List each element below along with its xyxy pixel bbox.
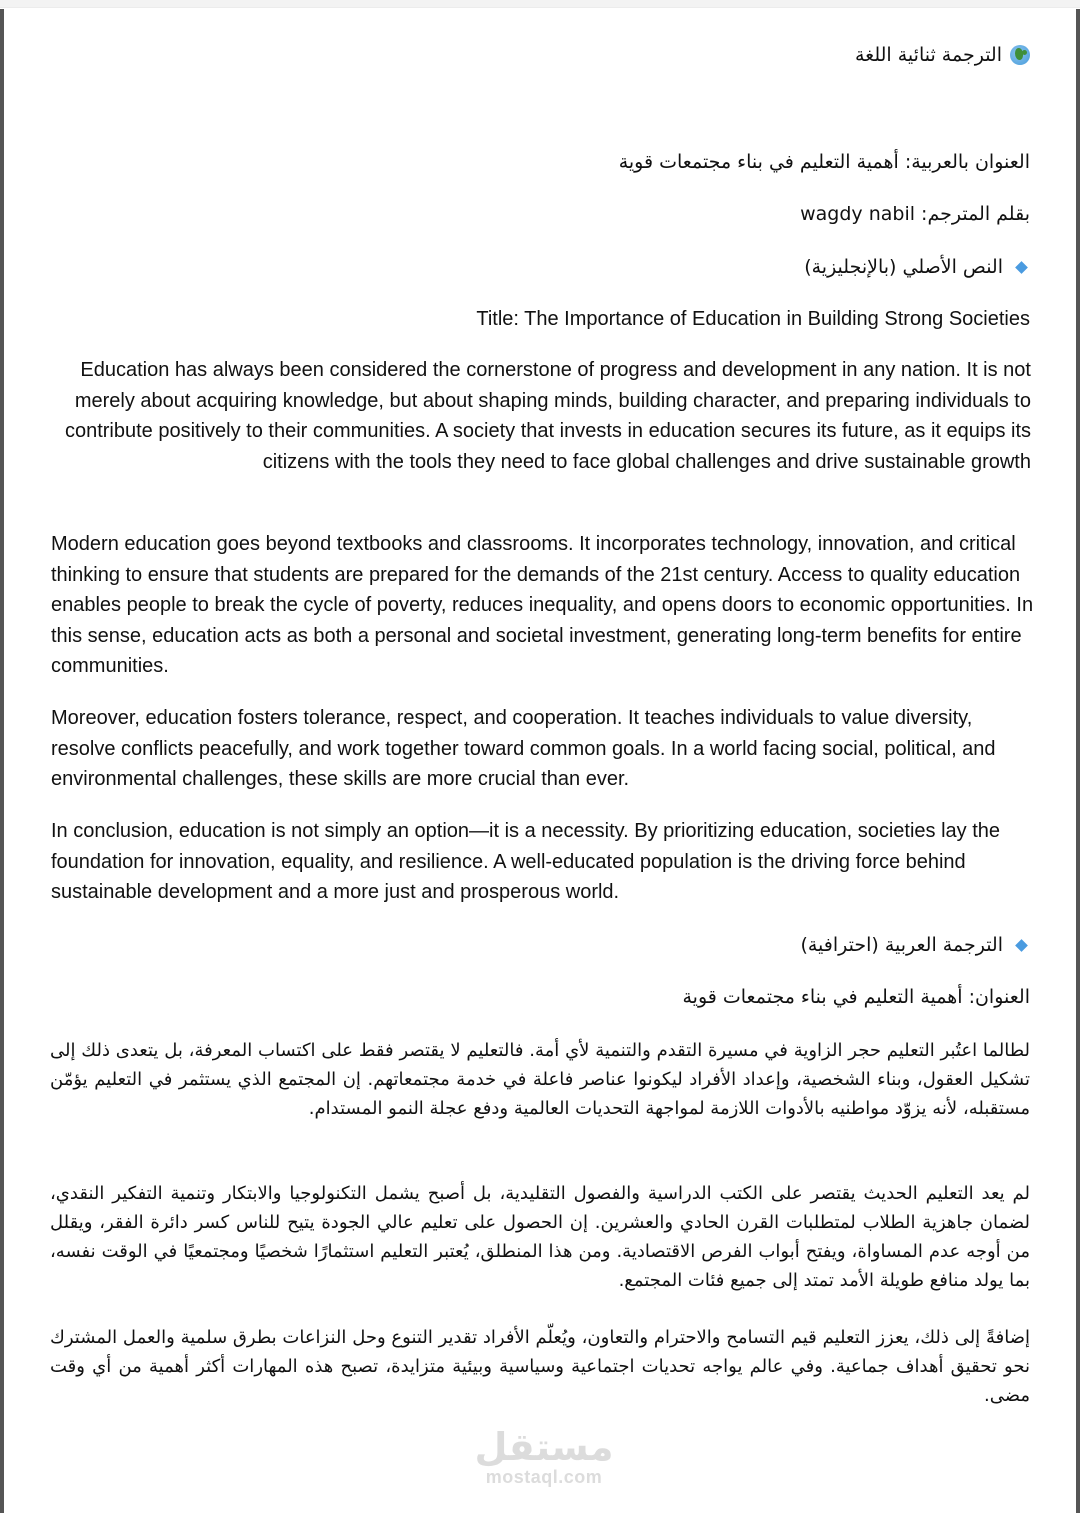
- document-header: [855, 41, 1030, 69]
- mostaql-watermark: [444, 1427, 644, 1487]
- watermark-arabic: مستقل: [474, 1425, 614, 1469]
- arabic-paragraph-1: لطالما اعتُبر التعليم حجر الزاوية في مسيرة التقدم والتنمية لأي أمة. فالتعليم لا يقتصر فقط على اكتساب المعرفة، بل يتعدى ذلك إلى تشكيل العقول، وبناء الشخصية، وإعداد الأفراد ليكونوا عناصر فاعلة في خدمة مجتمعاتهم. إن المجتمع الذي يستثمر في التعليم يؤمّن مستقبله، لأنه يزوّد مواطنيه بالأدوات اللازمة لمواجهة التحديات العالمية ودفع عجلة النمو المستدام.: [50, 1040, 1030, 1119]
- top-strip: [0, 0, 1080, 8]
- translator-line: [800, 200, 1030, 228]
- diamond-icon: [1015, 261, 1028, 274]
- watermark-latin: mostaql.com: [485, 1467, 603, 1487]
- arabic-paragraph-3: إضافةً إلى ذلك، يعزز التعليم قيم التسامح والاحترام والتعاون، ويُعلّم الأفراد تقدير التنوع وحل النزاعات بطرق سلمية والعمل المشترك نحو تحقيق أهداف جماعية. وفي عالم يواجه تحديات اجتماعية وسياسية وبيئية متزايدة، تصبح هذه المهارات أكثر أهمية من أي وقت مضى.: [50, 1327, 1030, 1406]
- header-title: الترجمة ثنائية اللغة: [854, 44, 1002, 66]
- english-paragraph-1: Education has always been considered the cornerstone of progress and development in any nation. It is not merely about acquiring knowledge, but about shaping minds, building character, and preparing individuals to contribute positively to their communities. A society that invests in education secures its future, as it equips its citizens with the tools they need to face global challenges and drive sustainable growth: [64, 359, 1031, 473]
- arabic-title-line: [619, 148, 1030, 176]
- arabic-paragraph-2: لم يعد التعليم الحديث يقتصر على الكتب الدراسية والفصول التقليدية، بل أصبح يشمل التكنولوجيا والابتكار وتنمية التفكير النقدي، لضمان جاهزية الطلاب لمتطلبات القرن الحادي والعشرين. إن الحصول على تعليم عالي الجودة يتيح للناس كسر دائرة الفقر، ويقلل من أوجه عدم المساواة، ويفتح أبواب الفرص الاقتصادية. ومن هذا المنطلق، يُعتبر التعليم استثمارًا شخصيًا ومجتمعيًا في الوقت نفسه، بما يولد منافع طويلة الأمد تمتد إلى جميع فئات المجتمع.: [50, 1183, 1030, 1291]
- english-paragraph-2: Modern education goes beyond textbooks and classrooms. It incorporates technology, innovation, and critical thinking to ensure that students are prepared for the demands of the 21st century. Access to quality education enables people to break the cycle of poverty, reduces inequality, and opens doors to economic opportunities. In this sense, education acts as both a personal and societal investment, generating long-term benefits for entire communities.: [51, 533, 1034, 677]
- original-heading-text: النص الأصلي (بالإنجليزية): [804, 256, 1003, 278]
- translation-heading-text: الترجمة العربية (احترافية): [800, 934, 1003, 956]
- english-title: Title: The Importance of Education in Building Strong Societies: [476, 308, 1030, 330]
- original-section-heading: [804, 253, 1030, 281]
- globe-icon: [1010, 45, 1030, 65]
- page-border-right: [1076, 9, 1080, 1513]
- arabic-translation-title: [682, 983, 1030, 1011]
- arabic-translation-title-text: العنوان: أهمية التعليم في بناء مجتمعات قوية: [682, 986, 1030, 1008]
- english-paragraph-4: In conclusion, education is not simply an option—it is a necessity. By prioritizing education, societies lay the foundation for innovation, equality, and resilience. A well-educated population is the driving force behind sustainable development and a more just and prosperous world.: [51, 820, 1001, 903]
- arabic-title-text: العنوان بالعربية: أهمية التعليم في بناء مجتمعات قوية: [618, 151, 1030, 173]
- translation-section-heading: [800, 931, 1030, 959]
- translator-text: بقلم المترجم: wagdy nabil: [800, 203, 1030, 225]
- document-page: [4, 9, 1076, 1513]
- english-paragraph-3: Moreover, education fosters tolerance, respect, and cooperation. It teaches individuals to value diversity, resolve conflicts peacefully, and work together toward common goals. In a world facing social, political, and environmental challenges, these skills are more crucial than ever.: [51, 707, 996, 790]
- diamond-icon: [1015, 939, 1028, 952]
